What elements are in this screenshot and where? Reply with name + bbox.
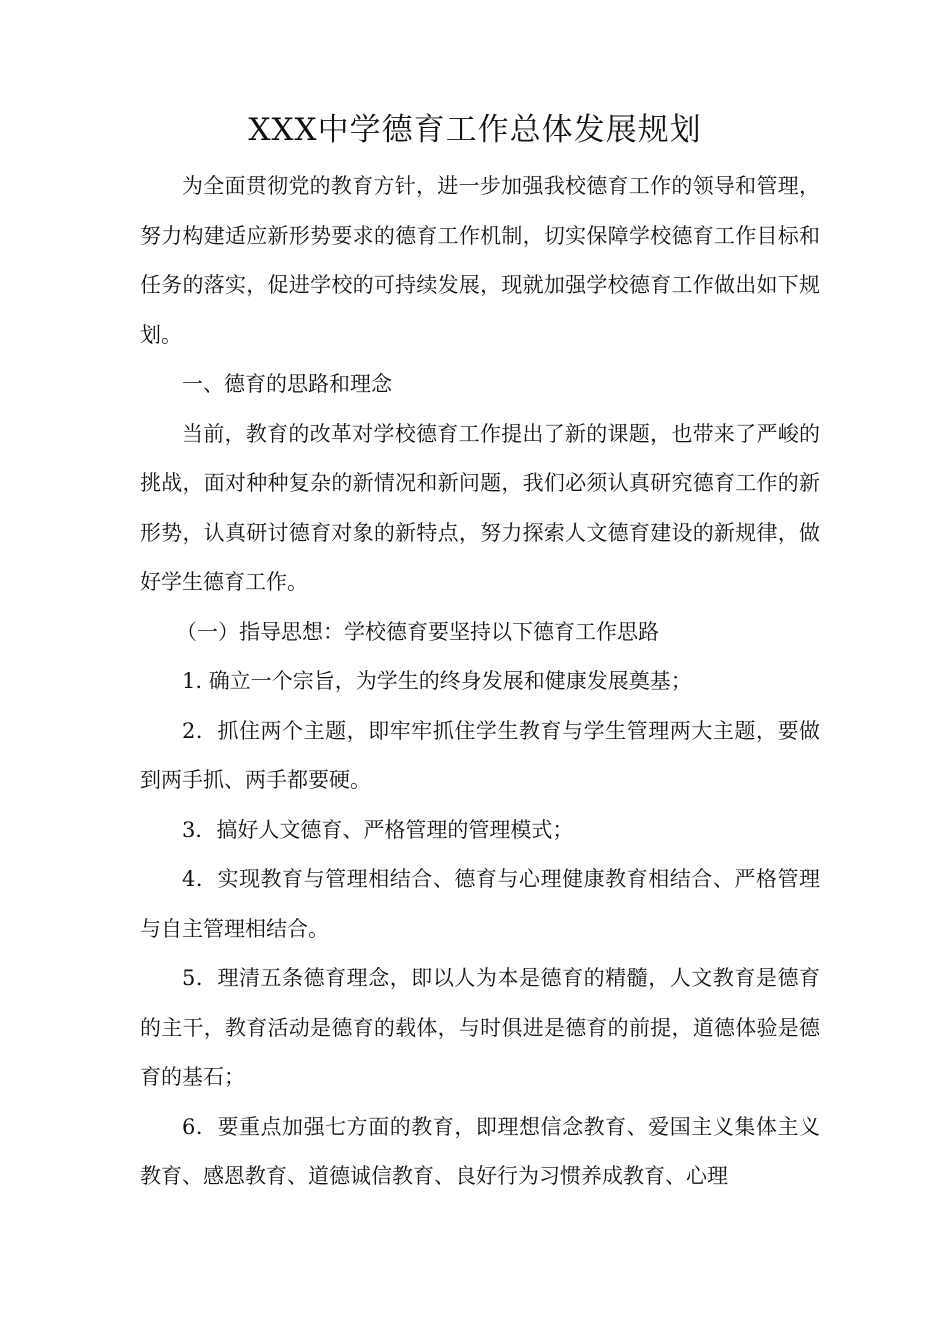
section-heading-1: 一、德育的思路和理念 [182,372,392,396]
list-item-4: 4．实现教育与管理相结合、德育与心理健康教育相结合、严格管理与自主管理相结合。 [140,867,820,941]
section-paragraph: 当前，教育的改革对学校德育工作提出了新的课题，也带来了严峻的挑战，面对种种复杂的新情况和新问题，我们必须认真研究德育工作的新形势，认真研讨德育对象的新特点，努力探索人文德育建设的新规律，做好学生德育工作。 [140,421,820,594]
list-item-1: 1. 确立一个宗旨，为学生的终身发展和健康发展奠基； [182,669,692,693]
document-title: XXX中学德育工作总体发展规划 [248,112,702,148]
list-item-3: 3．搞好人文德育、严格管理的管理模式； [182,817,574,842]
list-item-6: 6．要重点加强七方面的教育，即理想信念教育、爱国主义集体主义教育、感恩教育、道德诚信教育、良好行为习惯养成教育、心理 [140,1114,820,1188]
list-item-2: 2．抓住两个主题，即牢牢抓住学生教育与学生管理两大主题，要做到两手抓、两手都要硬。 [140,718,820,792]
document-body [140,162,820,1202]
list-item-5: 5．理清五条德育理念，即以人为本是德育的精髓，人文教育是德育的主干，教育活动是德育的载体，与时俱进是德育的前提，道德体验是德育的基石； [140,966,820,1089]
intro-paragraph: 为全面贯彻党的教育方针，进一步加强我校德育工作的领导和管理，努力构建适应新形势要求的德育工作机制，切实保障学校德育工作目标和任务的落实，促进学校的可持续发展，现就加强学校德育工作做出如下规划。 [140,174,820,347]
subsection-heading: （一）指导思想：学校德育要坚持以下德育工作思路 [176,619,659,644]
